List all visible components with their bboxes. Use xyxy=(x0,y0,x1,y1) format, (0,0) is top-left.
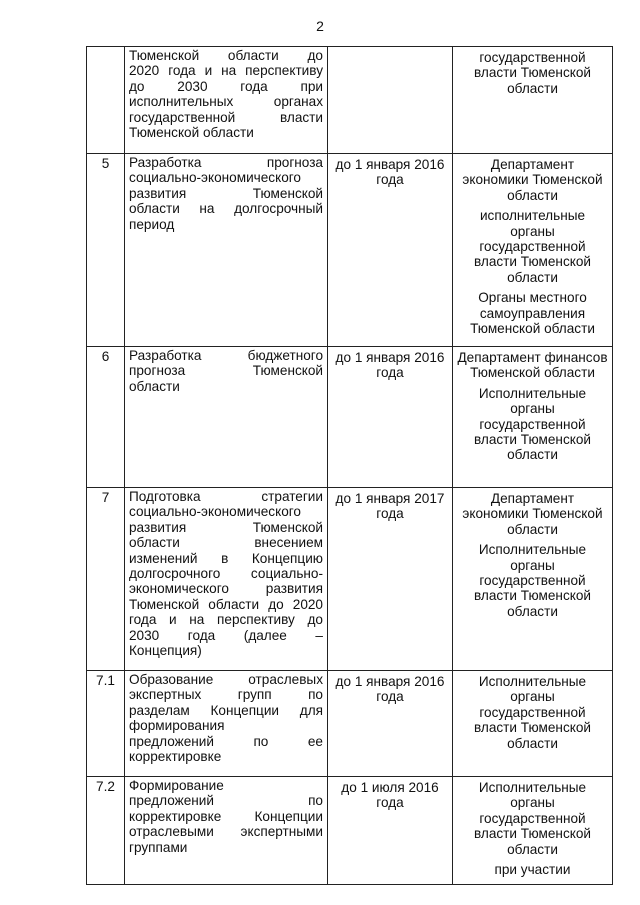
task-text-line: государственной власти xyxy=(129,109,323,125)
plan-table-body xyxy=(87,47,613,885)
task-text-line: Концепция) xyxy=(129,643,202,659)
table-row xyxy=(87,777,613,885)
task-text-line: Образование отраслевых xyxy=(129,672,323,687)
task-text-line: области внесением xyxy=(129,535,323,551)
plan-table xyxy=(86,46,613,885)
deadline-cell: до 1 января 2016 года xyxy=(328,671,453,777)
responsible-entry: Департамент экономики Тюменской области xyxy=(462,157,603,203)
task-text-line: до 2030 года при xyxy=(129,78,323,94)
row-number: 7 xyxy=(87,488,125,671)
task-text-line: корректировке Концепции xyxy=(129,808,323,824)
task-text-line: Подготовка стратегии xyxy=(129,489,323,504)
deadline-cell: до 1 июля 2016 года xyxy=(328,777,453,885)
task-text-line: период xyxy=(129,216,175,232)
deadline-cell: до 1 января 2016 года xyxy=(328,347,453,488)
task-text-line: исполнительных органах xyxy=(129,94,323,110)
task-text-line: экспертных групп по xyxy=(129,687,323,703)
table-row xyxy=(87,671,613,777)
table-row xyxy=(87,347,613,488)
task-text-line: Разработка бюджетного xyxy=(129,348,323,363)
task-cell xyxy=(125,47,328,154)
task-cell xyxy=(125,777,328,885)
responsible-cell xyxy=(453,777,613,885)
task-text-line: области на долгосрочный xyxy=(129,201,323,217)
responsible-entry: исполнительные органы государственной власти Тюменской области xyxy=(473,208,591,285)
task-text-line: корректировке xyxy=(129,749,222,765)
task-text-line: изменений в Концепцию xyxy=(129,550,323,566)
task-text-line: Тюменской области xyxy=(129,125,254,141)
task-text-line: Тюменской области до 2020 xyxy=(129,596,323,612)
page-number: 2 xyxy=(316,18,324,34)
task-text-line: формирования xyxy=(129,718,225,734)
responsible-entry: Департамент экономики Тюменской области xyxy=(462,491,603,537)
responsible-entry: при участии xyxy=(494,862,571,878)
responsible-entry: Исполнительные органы государственной власти Тюменской области xyxy=(473,674,591,751)
responsible-entry: Исполнительные органы государственной власти Тюменской области xyxy=(473,542,591,619)
task-text-line: Формирование xyxy=(129,778,224,793)
table-row xyxy=(87,47,613,154)
task-text-line: развития Тюменской xyxy=(129,185,323,201)
responsible-entry: Исполнительные органы государственной власти Тюменской области xyxy=(473,385,591,463)
task-text-line: Тюменской области до xyxy=(129,48,323,63)
task-cell xyxy=(125,347,328,488)
responsible-cell xyxy=(453,488,613,671)
deadline-cell xyxy=(328,47,453,154)
responsible-entry: Департамент финансов Тюменской области xyxy=(457,350,608,381)
task-text-line: развития Тюменской xyxy=(129,519,323,535)
responsible-cell xyxy=(453,671,613,777)
deadline-cell: до 1 января 2017 года xyxy=(328,488,453,671)
table-row xyxy=(87,154,613,347)
task-text-line: социально-экономического xyxy=(129,170,301,186)
deadline-cell: до 1 января 2016 года xyxy=(328,154,453,347)
row-number xyxy=(87,47,125,154)
task-cell xyxy=(125,671,328,777)
task-text-line: группами xyxy=(129,839,188,855)
responsible-cell xyxy=(453,347,613,488)
task-text-line: отраслевыми экспертными xyxy=(129,824,323,840)
task-text-line: предложений по xyxy=(129,793,323,809)
responsible-entry: Органы местного самоуправления Тюменской области xyxy=(470,290,595,337)
task-text-line: 2020 года и на перспективу xyxy=(129,63,323,79)
responsible-entry: Исполнительные органы государственной власти Тюменской области xyxy=(473,780,591,857)
task-text-line: разделам Концепции для xyxy=(129,702,323,718)
responsible-cell xyxy=(453,154,613,347)
row-number: 7.2 xyxy=(87,777,125,885)
task-text-line: экономического развития xyxy=(129,581,323,597)
responsible-cell xyxy=(453,47,613,154)
table-row xyxy=(87,488,613,671)
task-text-line: года и на перспективу до xyxy=(129,612,323,628)
task-text-line: Разработка прогноза xyxy=(129,155,323,170)
task-text-line: долгосрочного социально- xyxy=(129,566,323,582)
responsible-entry: государственной власти Тюменской области xyxy=(473,50,591,96)
task-text-line: предложений по ее xyxy=(129,733,323,749)
row-number: 7.1 xyxy=(87,671,125,777)
task-cell xyxy=(125,488,328,671)
row-number: 5 xyxy=(87,154,125,347)
task-cell xyxy=(125,154,328,347)
task-text-line: прогноза Тюменской xyxy=(129,363,323,379)
task-text-line: социально-экономического xyxy=(129,504,301,520)
task-text-line: области xyxy=(129,378,180,394)
task-text-line: 2030 года (далее – xyxy=(129,627,323,643)
row-number: 6 xyxy=(87,347,125,488)
